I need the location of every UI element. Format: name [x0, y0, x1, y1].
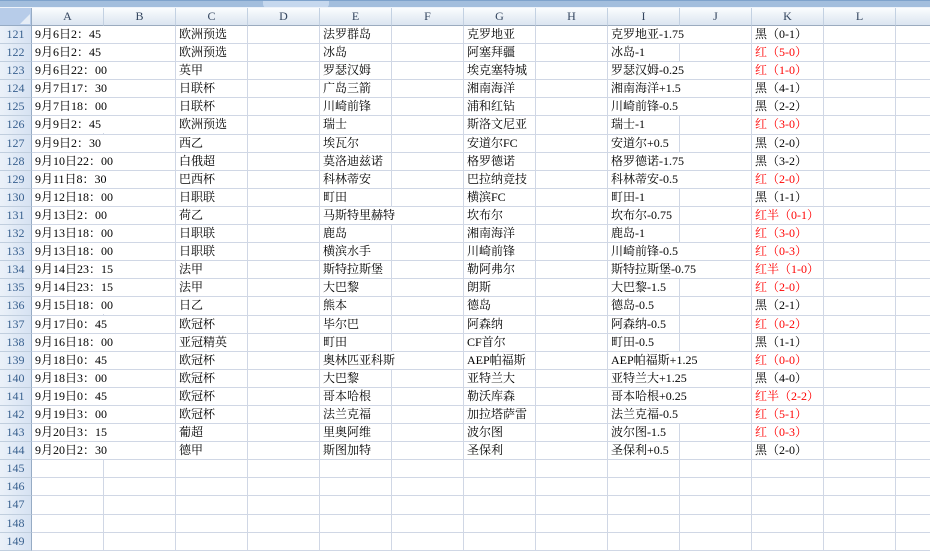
cell-C130[interactable]: 日职联 [177, 189, 218, 206]
row-header-136[interactable]: 136 [0, 297, 32, 315]
row-cells [32, 478, 930, 496]
cell-I124[interactable]: 湘南海洋+1.5 [609, 80, 684, 97]
cell-A132[interactable]: 9月13日18：00 [33, 225, 116, 242]
cell-K135[interactable]: 红（2-0） [753, 279, 810, 296]
cell-E129[interactable]: 科林蒂安 [321, 171, 374, 188]
cell-K133[interactable]: 红（0-3） [753, 243, 810, 260]
cell-C141[interactable]: 欧冠杯 [177, 388, 218, 405]
row-header-128[interactable]: 128 [0, 153, 32, 171]
cell-I130[interactable]: 町田-1 [609, 189, 648, 206]
cell-C127[interactable]: 西乙 [177, 135, 206, 152]
row-138 [0, 334, 930, 352]
column-header-F[interactable]: F [392, 8, 464, 26]
cell-E131[interactable]: 马斯特里赫特 [321, 207, 398, 224]
cell-K141[interactable]: 红半（2-2） [753, 388, 822, 405]
cell-C123[interactable]: 英甲 [177, 62, 206, 79]
row-132 [0, 225, 930, 243]
cell-I123[interactable]: 罗瑟汉姆-0.25 [609, 62, 687, 79]
row-141 [0, 388, 930, 406]
row-header-134[interactable]: 134 [0, 261, 32, 279]
row-header-144[interactable]: 144 [0, 442, 32, 460]
cell-A140[interactable]: 9月18日3：00 [33, 370, 110, 387]
row-143 [0, 424, 930, 442]
cell-K143[interactable]: 红（0-3） [753, 424, 810, 441]
cell-E141[interactable]: 哥本哈根 [321, 388, 374, 405]
column-header-L[interactable]: L [824, 8, 896, 26]
row-146 [0, 478, 930, 496]
cell-K138[interactable]: 黑（1-1） [753, 334, 810, 351]
cell-C137[interactable]: 欧冠杯 [177, 316, 218, 333]
cell-C139[interactable]: 欧冠杯 [177, 352, 218, 369]
row-136 [0, 297, 930, 315]
cell-E125[interactable]: 川崎前锋 [321, 98, 374, 115]
cell-G140[interactable]: 亚特兰大 [465, 370, 518, 387]
cell-E130[interactable]: 町田 [321, 189, 350, 206]
cell-G126[interactable]: 斯洛文尼亚 [465, 116, 530, 133]
row-cells [32, 442, 930, 460]
cell-G137[interactable]: 阿森纳 [465, 316, 506, 333]
toolbar-strip [0, 0, 930, 8]
cell-C122[interactable]: 欧洲预选 [177, 44, 230, 61]
cell-K130[interactable]: 黑（1-1） [753, 189, 810, 206]
cell-E137[interactable]: 毕尔巴 [321, 316, 362, 333]
cell-C143[interactable]: 葡超 [177, 424, 206, 441]
row-cells [32, 515, 930, 533]
cell-K144[interactable]: 黑（2-0） [753, 442, 810, 459]
cell-E142[interactable]: 法兰克福 [321, 406, 374, 423]
row-149 [0, 533, 930, 551]
cell-C125[interactable]: 日联杯 [177, 98, 218, 115]
cell-G128[interactable]: 格罗德诺 [465, 153, 518, 170]
row-cells [32, 370, 930, 388]
row-header-131[interactable]: 131 [0, 207, 32, 225]
cell-A135[interactable]: 9月14日23：15 [33, 279, 116, 296]
row-cells [32, 62, 930, 80]
row-cells [32, 533, 930, 551]
sheet-body [0, 26, 930, 551]
cell-K123[interactable]: 红（1-0） [753, 62, 810, 79]
cell-G136[interactable]: 德岛 [465, 297, 494, 314]
row-cells [32, 460, 930, 478]
row-header-138[interactable]: 138 [0, 334, 32, 352]
cell-C135[interactable]: 法甲 [177, 279, 206, 296]
row-148 [0, 515, 930, 533]
cell-E123[interactable]: 罗瑟汉姆 [321, 62, 374, 79]
row-cells [32, 135, 930, 153]
cell-E122[interactable]: 冰岛 [321, 44, 350, 61]
cell-I141[interactable]: 哥本哈根+0.25 [609, 388, 690, 405]
cell-E127[interactable]: 埃瓦尔 [321, 135, 362, 152]
row-129 [0, 171, 930, 189]
row-133 [0, 243, 930, 261]
row-header-127[interactable]: 127 [0, 135, 32, 153]
cell-I131[interactable]: 坎布尔-0.75 [609, 207, 675, 224]
row-130 [0, 189, 930, 207]
cell-C136[interactable]: 日乙 [177, 297, 206, 314]
row-header-132[interactable]: 132 [0, 225, 32, 243]
row-128 [0, 153, 930, 171]
row-header-141[interactable]: 141 [0, 388, 32, 406]
row-cells [32, 207, 930, 225]
cell-K131[interactable]: 红半（0-1） [753, 207, 822, 224]
row-header-125[interactable]: 125 [0, 98, 32, 116]
row-cells [32, 153, 930, 171]
cell-G122[interactable]: 阿塞拜疆 [465, 44, 518, 61]
row-135 [0, 279, 930, 297]
row-139 [0, 352, 930, 370]
row-header-143[interactable]: 143 [0, 424, 32, 442]
cell-A133[interactable]: 9月13日18：00 [33, 243, 116, 260]
row-122 [0, 44, 930, 62]
cell-K125[interactable]: 黑（2-2） [753, 98, 810, 115]
cell-C134[interactable]: 法甲 [177, 261, 206, 278]
cell-I143[interactable]: 波尔图-1.5 [609, 424, 669, 441]
row-header-148[interactable]: 148 [0, 515, 32, 533]
cell-A130[interactable]: 9月12日18：00 [33, 189, 116, 206]
cell-C128[interactable]: 白俄超 [177, 153, 218, 170]
cell-G134[interactable]: 勒阿弗尔 [465, 261, 518, 278]
row-125 [0, 98, 930, 116]
cell-C138[interactable]: 亚冠精英 [177, 334, 230, 351]
cell-C131[interactable]: 荷乙 [177, 207, 206, 224]
cell-C132[interactable]: 日职联 [177, 225, 218, 242]
cell-I138[interactable]: 町田-0.5 [609, 334, 657, 351]
cell-A137[interactable]: 9月17日0：45 [33, 316, 110, 333]
cell-G132[interactable]: 湘南海洋 [465, 225, 518, 242]
cell-K129[interactable]: 红（2-0） [753, 171, 810, 188]
row-cells [32, 225, 930, 243]
cell-I126[interactable]: 瑞士-1 [609, 116, 648, 133]
cell-A134[interactable]: 9月14日23：15 [33, 261, 116, 278]
cell-G123[interactable]: 埃克塞特城 [465, 62, 530, 79]
row-144 [0, 442, 930, 460]
cell-G141[interactable]: 勒沃库森 [465, 388, 518, 405]
row-cells [32, 26, 930, 44]
row-header-140[interactable]: 140 [0, 370, 32, 388]
cell-K137[interactable]: 红（0-2） [753, 316, 810, 333]
cell-G142[interactable]: 加拉塔萨雷 [465, 406, 530, 423]
row-124 [0, 80, 930, 98]
row-cells [32, 80, 930, 98]
row-header-145[interactable]: 145 [0, 460, 32, 478]
row-134 [0, 261, 930, 279]
cell-G127[interactable]: 安道尔FC [465, 135, 521, 152]
row-header-124[interactable]: 124 [0, 80, 32, 98]
row-cells [32, 406, 930, 424]
row-cells [32, 261, 930, 279]
cell-A122[interactable]: 9月6日2：45 [33, 44, 104, 61]
cell-A143[interactable]: 9月20日3：15 [33, 424, 110, 441]
cell-A144[interactable]: 9月20日2：30 [33, 442, 110, 459]
cell-G124[interactable]: 湘南海洋 [465, 80, 518, 97]
cell-I125[interactable]: 川崎前锋-0.5 [609, 98, 681, 115]
cell-I133[interactable]: 川崎前锋-0.5 [609, 243, 681, 260]
row-cells [32, 171, 930, 189]
row-header-126[interactable]: 126 [0, 116, 32, 134]
row-cells [32, 424, 930, 442]
cell-G130[interactable]: 横滨FC [465, 189, 509, 206]
cell-G138[interactable]: CF首尔 [465, 334, 509, 351]
row-cells [32, 297, 930, 315]
cell-A142[interactable]: 9月19日3：00 [33, 406, 110, 423]
column-header-I[interactable]: I [608, 8, 680, 26]
column-header-J[interactable]: J [680, 8, 752, 26]
row-126 [0, 116, 930, 134]
cell-A121[interactable]: 9月6日2：45 [33, 26, 104, 43]
cell-E136[interactable]: 熊本 [321, 297, 350, 314]
cell-E128[interactable]: 莫洛迪兹诺 [321, 153, 386, 170]
row-header-130[interactable]: 130 [0, 189, 32, 207]
cell-C133[interactable]: 日职联 [177, 243, 218, 260]
cell-K121[interactable]: 黑（0-1） [753, 26, 810, 43]
cell-I134[interactable]: 斯特拉斯堡-0.75 [609, 261, 699, 278]
row-header-139[interactable]: 139 [0, 352, 32, 370]
cell-A136[interactable]: 9月15日18：00 [33, 297, 116, 314]
row-cells [32, 116, 930, 134]
cell-K128[interactable]: 黑（3-2） [753, 153, 810, 170]
row-header-142[interactable]: 142 [0, 406, 32, 424]
row-cells [32, 388, 930, 406]
column-header-E[interactable]: E [320, 8, 392, 26]
cell-E143[interactable]: 里奥阿维 [321, 424, 374, 441]
cell-A127[interactable]: 9月9日2：30 [33, 135, 104, 152]
cell-C124[interactable]: 日联杯 [177, 80, 218, 97]
row-cells [32, 334, 930, 352]
cell-I132[interactable]: 鹿岛-1 [609, 225, 648, 242]
row-cells [32, 44, 930, 62]
cell-C121[interactable]: 欧洲预选 [177, 26, 230, 43]
cell-E132[interactable]: 鹿岛 [321, 225, 350, 242]
row-header-146[interactable]: 146 [0, 478, 32, 496]
row-header-147[interactable]: 147 [0, 496, 32, 514]
cell-I137[interactable]: 阿森纳-0.5 [609, 316, 669, 333]
cell-E140[interactable]: 大巴黎 [321, 370, 362, 387]
cell-I144[interactable]: 圣保利+0.5 [609, 442, 672, 459]
cell-C129[interactable]: 巴西杯 [177, 171, 218, 188]
cell-G121[interactable]: 克罗地亚 [465, 26, 518, 43]
cell-I139[interactable]: AEP帕福斯+1.25 [609, 352, 700, 369]
column-header-K[interactable]: K [752, 8, 824, 26]
cell-A125[interactable]: 9月7日18：00 [33, 98, 110, 115]
cell-C140[interactable]: 欧冠杯 [177, 370, 218, 387]
row-140 [0, 370, 930, 388]
row-header-121[interactable]: 121 [0, 26, 32, 44]
cell-E144[interactable]: 斯图加特 [321, 442, 374, 459]
cell-E121[interactable]: 法罗群岛 [321, 26, 374, 43]
cell-K127[interactable]: 黑（2-0） [753, 135, 810, 152]
row-cells [32, 316, 930, 334]
column-header-C[interactable]: C [176, 8, 248, 26]
row-header-123[interactable]: 123 [0, 62, 32, 80]
row-header-122[interactable]: 122 [0, 44, 32, 62]
cell-G131[interactable]: 坎布尔 [465, 207, 506, 224]
cell-I122[interactable]: 冰岛-1 [609, 44, 648, 61]
cell-A126[interactable]: 9月9日2：45 [33, 116, 104, 133]
row-123 [0, 62, 930, 80]
cell-I121[interactable]: 克罗地亚-1.75 [609, 26, 687, 43]
column-header-D[interactable]: D [248, 8, 320, 26]
cell-K142[interactable]: 红（5-1） [753, 406, 810, 423]
row-147 [0, 496, 930, 514]
cell-K139[interactable]: 红（0-0） [753, 352, 810, 369]
row-137 [0, 316, 930, 334]
cell-C144[interactable]: 德甲 [177, 442, 206, 459]
cell-G133[interactable]: 川崎前锋 [465, 243, 518, 260]
cell-A139[interactable]: 9月18日0：45 [33, 352, 110, 369]
cell-K132[interactable]: 红（3-0） [753, 225, 810, 242]
column-header-H[interactable]: H [536, 8, 608, 26]
row-121 [0, 26, 930, 44]
cell-G125[interactable]: 浦和红钻 [465, 98, 518, 115]
row-header-149[interactable]: 149 [0, 533, 32, 551]
row-cells [32, 189, 930, 207]
column-header-partial[interactable] [896, 8, 930, 26]
cell-I129[interactable]: 科林蒂安-0.5 [609, 171, 681, 188]
cell-G129[interactable]: 巴拉纳竞技 [465, 171, 530, 188]
cell-E135[interactable]: 大巴黎 [321, 279, 362, 296]
cell-A138[interactable]: 9月16日18：00 [33, 334, 116, 351]
cell-K140[interactable]: 黑（4-0） [753, 370, 810, 387]
cell-K126[interactable]: 红（3-0） [753, 116, 810, 133]
cell-K124[interactable]: 黑（4-1） [753, 80, 810, 97]
column-header-row [0, 8, 930, 26]
cell-G139[interactable]: AEP帕福斯 [465, 352, 529, 369]
cell-E126[interactable]: 瑞士 [321, 116, 350, 133]
cell-I127[interactable]: 安道尔+0.5 [609, 135, 672, 152]
cell-K134[interactable]: 红半（1-0） [753, 261, 822, 278]
row-header-135[interactable]: 135 [0, 279, 32, 297]
cell-K136[interactable]: 黑（2-1） [753, 297, 810, 314]
cell-A131[interactable]: 9月13日2：00 [33, 207, 110, 224]
cell-E138[interactable]: 町田 [321, 334, 350, 351]
row-cells [32, 352, 930, 370]
row-142 [0, 406, 930, 424]
row-cells [32, 243, 930, 261]
cell-I135[interactable]: 大巴黎-1.5 [609, 279, 669, 296]
row-127 [0, 135, 930, 153]
column-header-A[interactable]: A [32, 8, 104, 26]
row-header-133[interactable]: 133 [0, 243, 32, 261]
column-header-G[interactable]: G [464, 8, 536, 26]
row-131 [0, 207, 930, 225]
toolbar-tab [263, 1, 329, 8]
cell-C142[interactable]: 欧冠杯 [177, 406, 218, 423]
cell-I140[interactable]: 亚特兰大+1.25 [609, 370, 690, 387]
cell-A128[interactable]: 9月10日22：00 [33, 153, 116, 170]
row-cells [32, 496, 930, 514]
cell-G135[interactable]: 朗斯 [465, 279, 494, 296]
cell-K122[interactable]: 红（5-0） [753, 44, 810, 61]
cell-E134[interactable]: 斯特拉斯堡 [321, 261, 386, 278]
cell-E133[interactable]: 横滨水手 [321, 243, 374, 260]
row-header-137[interactable]: 137 [0, 316, 32, 334]
cell-A129[interactable]: 9月11日8：30 [33, 171, 110, 188]
cell-I128[interactable]: 格罗德诺-1.75 [609, 153, 687, 170]
row-cells [32, 279, 930, 297]
cell-E139[interactable]: 奥林匹亚科斯 [321, 352, 398, 369]
select-all-button[interactable] [0, 8, 32, 26]
cell-G144[interactable]: 圣保利 [465, 442, 506, 459]
column-header-B[interactable]: B [104, 8, 176, 26]
cell-C126[interactable]: 欧洲预选 [177, 116, 230, 133]
cell-A124[interactable]: 9月7日17：30 [33, 80, 110, 97]
cell-I142[interactable]: 法兰克福-0.5 [609, 406, 681, 423]
row-cells [32, 98, 930, 116]
row-header-129[interactable]: 129 [0, 171, 32, 189]
cell-E124[interactable]: 广岛三箭 [321, 80, 374, 97]
cell-A141[interactable]: 9月19日0：45 [33, 388, 110, 405]
cell-A123[interactable]: 9月6日22：00 [33, 62, 110, 79]
cell-I136[interactable]: 德岛-0.5 [609, 297, 657, 314]
cell-G143[interactable]: 波尔图 [465, 424, 506, 441]
row-145 [0, 460, 930, 478]
